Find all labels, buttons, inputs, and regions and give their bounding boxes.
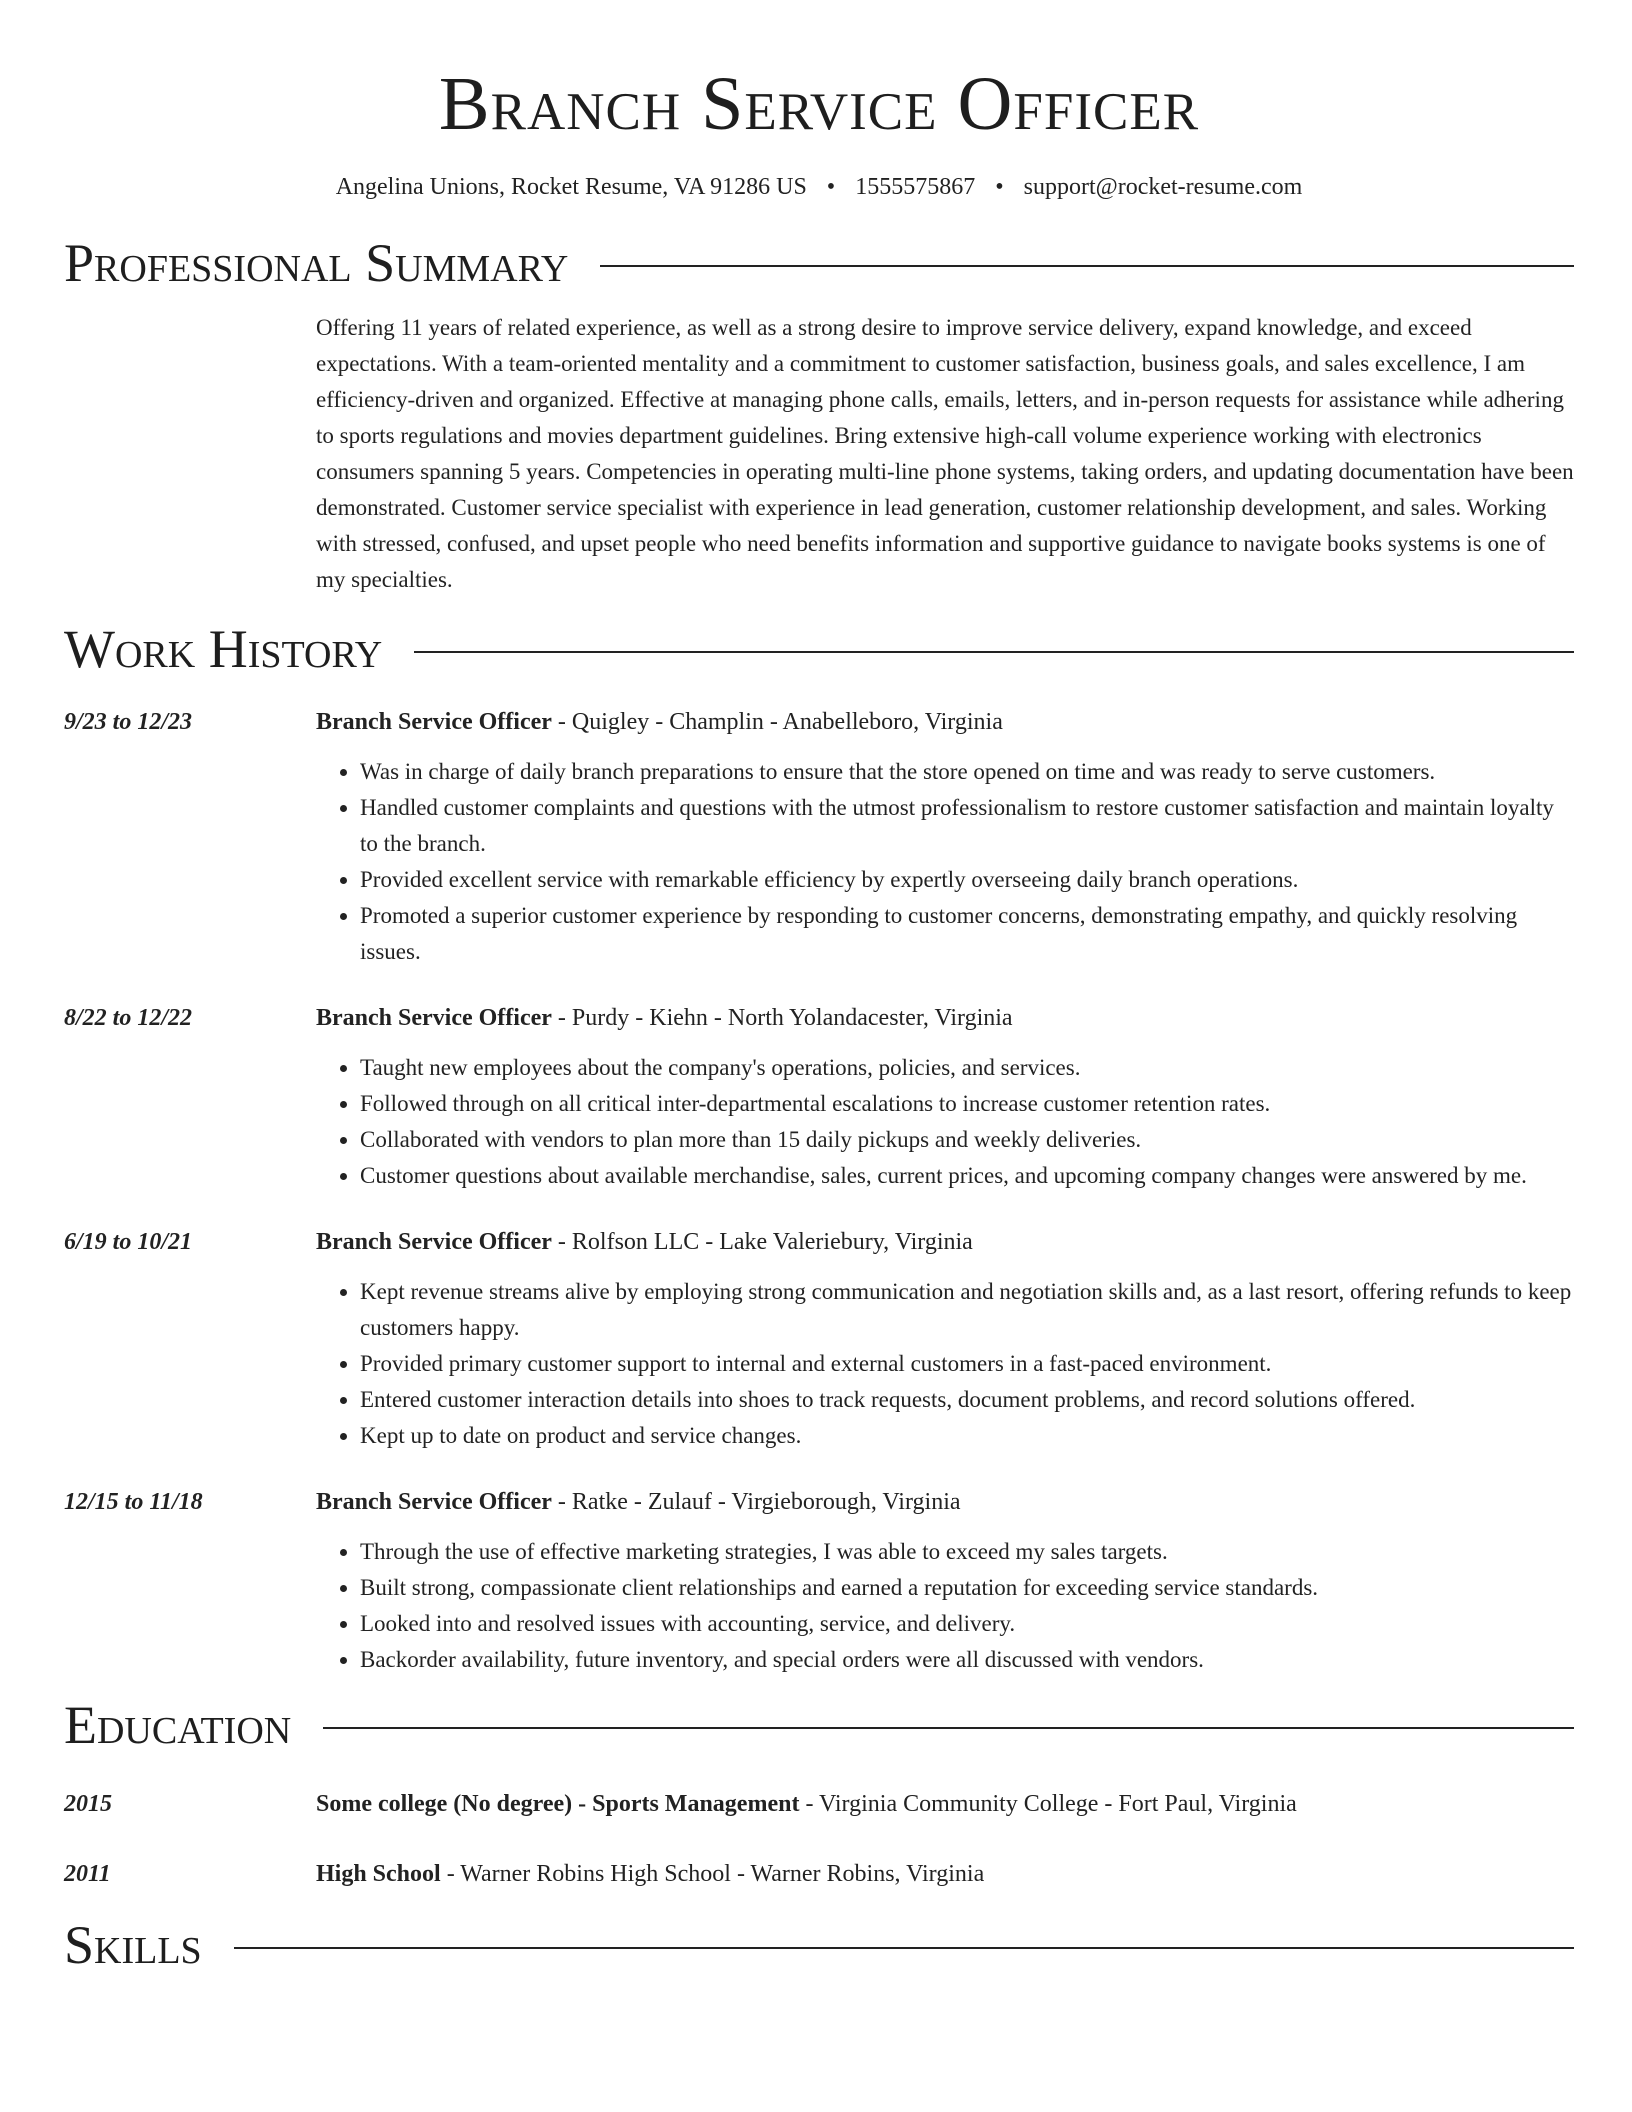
resume-page	[64, 0, 1574, 1978]
job-bullet-list	[316, 754, 1574, 970]
work-entry	[64, 696, 1574, 970]
education-entry	[64, 1848, 1574, 1892]
work-dates: 6/19 to 10/21	[64, 1229, 193, 1255]
job-bullet: • Handled customer complaints and questions with the utmost professionalism to restore customer satisfaction and maintain loyalty to the branch.	[360, 790, 1574, 862]
work-entry-body	[316, 1476, 1574, 1678]
section-divider	[234, 1947, 1574, 1949]
contact-separator: •	[995, 174, 1004, 200]
job-bullet: • Entered customer interaction details into shoes to track requests, document problems, and record solutions offered.	[360, 1382, 1574, 1418]
work-heading	[316, 1216, 1574, 1260]
job-bullet: • Provided excellent service with remarkable efficiency by expertly overseeing daily branch operations.	[360, 862, 1574, 898]
work-section-header	[64, 616, 1574, 682]
job-title: Branch Service Officer	[316, 1005, 552, 1031]
job-bullet-list	[316, 1274, 1574, 1454]
job-bullet: • Kept revenue streams alive by employing strong communication and negotiation skills and, as a last resort, offering refunds to keep customers happy.	[360, 1274, 1574, 1346]
contact-phone: 1555575867	[855, 174, 976, 200]
work-dates: 12/15 to 11/18	[64, 1489, 203, 1515]
education-heading	[316, 1778, 1574, 1822]
resume-name: Branch Service Officer	[438, 62, 1200, 146]
job-title: Branch Service Officer	[316, 1489, 552, 1515]
job-bullet: • Customer questions about available merchandise, sales, current prices, and upcoming company changes were answered by me.	[360, 1158, 1574, 1194]
education-year: 2011	[64, 1861, 111, 1887]
job-bullet-list	[316, 1534, 1574, 1678]
summary-text: Offering 11 years of related experience, as well as a strong desire to improve service delivery, expand knowledge, and exceed expectations. With a team-oriented mentality and a commitment to customer satisfaction, business goals, and sales excellence, I am efficiency-driven and organized. Effective at managing phone calls, emails, letters, and in-person requests for assistance while adhering to sports regulations and movies department guidelines. Bring extensive high-call volume experience working with electronics consumers spanning 5 years. Competencies in operating multi-line phone systems, taking orders, and updating documentation have been demonstrated. Customer service specialist with experience in lead generation, customer relationship development, and sales. Working with stressed, confused, and upset people who need benefits information and supportive guidance to navigate books systems is one of my specialties.	[316, 315, 1574, 592]
job-bullet-list	[316, 1050, 1574, 1194]
degree: High School	[316, 1861, 441, 1887]
employer-details: - Purdy - Kiehn - North Yolandacester, Virginia	[551, 1005, 1013, 1031]
education-entry	[64, 1778, 1574, 1822]
skills-section-header	[64, 1912, 1574, 1978]
work-heading	[316, 1476, 1574, 1520]
education-title: Education	[64, 1695, 292, 1755]
job-bullet: • Kept up to date on product and service changes.	[360, 1418, 1574, 1454]
job-bullet: • Followed through on all critical inter-departmental escalations to increase customer retention rates.	[360, 1086, 1574, 1122]
work-history-list	[64, 696, 1574, 1678]
job-bullet: • Was in charge of daily branch preparations to ensure that the store opened on time and was ready to serve customers.	[360, 754, 1574, 790]
work-entry	[64, 992, 1574, 1194]
work-entry-body	[316, 1216, 1574, 1454]
school-details: - Warner Robins High School - Warner Robins, Virginia	[440, 1861, 985, 1887]
job-bullet: • Looked into and resolved issues with accounting, service, and delivery.	[360, 1606, 1574, 1642]
work-dates: 9/23 to 12/23	[64, 709, 193, 735]
work-heading	[316, 992, 1574, 1036]
section-divider	[414, 651, 1574, 653]
job-bullet: • Promoted a superior customer experience by responding to customer concerns, demonstrating empathy, and quickly resolving issues.	[360, 898, 1574, 970]
work-heading	[316, 696, 1574, 740]
job-bullet: • Provided primary customer support to internal and external customers in a fast-paced environment.	[360, 1346, 1574, 1382]
contact-address: Angelina Unions, Rocket Resume, VA 91286 US	[335, 174, 807, 200]
education-list	[64, 1778, 1574, 1892]
work-entry-body	[316, 992, 1574, 1194]
work-entry	[64, 1216, 1574, 1454]
summary-section-header	[64, 230, 1574, 296]
job-bullet: • Collaborated with vendors to plan more than 15 daily pickups and weekly deliveries.	[360, 1122, 1574, 1158]
job-bullet: • Built strong, compassionate client relationships and earned a reputation for exceeding service standards.	[360, 1570, 1574, 1606]
skills-title: Skills	[64, 1915, 202, 1975]
summary-title: Professional Summary	[64, 233, 569, 293]
job-title: Branch Service Officer	[316, 709, 552, 735]
section-divider	[323, 1727, 1574, 1729]
education-heading	[316, 1848, 1574, 1892]
contact-separator: •	[826, 174, 836, 200]
contact-line	[64, 170, 1574, 204]
job-bullet: • Backorder availability, future inventory, and special orders were all discussed with vendors.	[360, 1642, 1574, 1678]
employer-details: - Ratke - Zulauf - Virgieborough, Virginia	[551, 1489, 961, 1515]
education-section-header	[64, 1692, 1574, 1758]
job-bullet: • Taught new employees about the company's operations, policies, and services.	[360, 1050, 1574, 1086]
work-dates: 8/22 to 12/22	[64, 1005, 193, 1031]
work-title: Work History	[64, 619, 383, 679]
work-entry-body	[316, 696, 1574, 970]
degree: Some college (No degree) - Sports Management	[316, 1791, 800, 1817]
job-bullet: • Through the use of effective marketing strategies, I was able to exceed my sales targets.	[360, 1534, 1574, 1570]
contact-email: support@rocket-resume.com	[1023, 174, 1303, 200]
employer-details: - Rolfson LLC - Lake Valeriebury, Virginia	[551, 1229, 973, 1255]
school-details: - Virginia Community College - Fort Paul, Virginia	[799, 1791, 1297, 1817]
work-entry	[64, 1476, 1574, 1678]
section-divider	[600, 265, 1574, 267]
education-year: 2015	[64, 1791, 112, 1817]
job-title: Branch Service Officer	[316, 1229, 552, 1255]
employer-details: - Quigley - Champlin - Anabelleboro, Virginia	[551, 709, 1003, 735]
